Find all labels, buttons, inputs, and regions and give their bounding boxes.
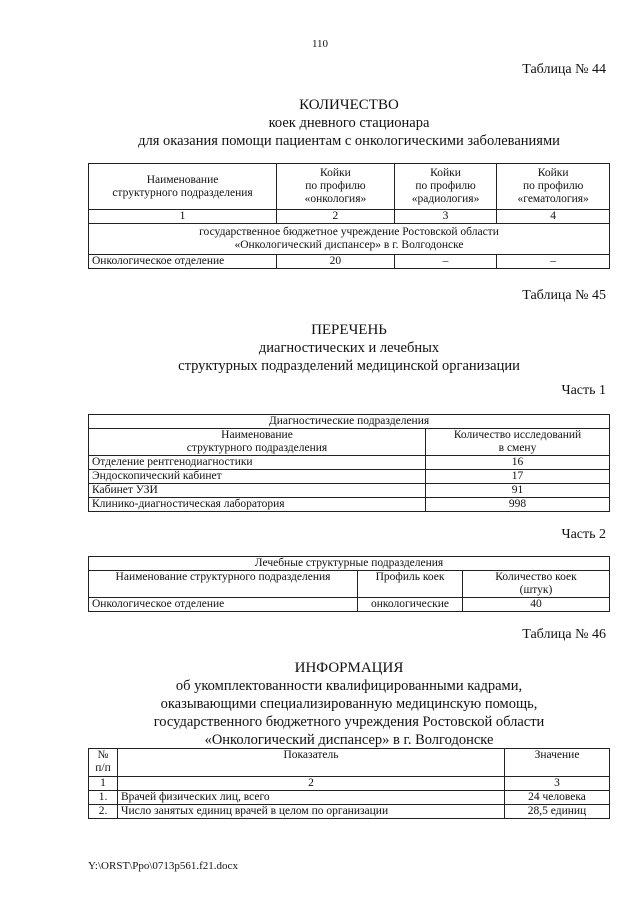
table-row: Онкологическое отделение 20 – – — [89, 255, 610, 269]
table46 — [88, 748, 610, 819]
part2-label: Часть 2 — [561, 527, 606, 542]
table44-header-2: Койки по профилю «онкология» — [277, 164, 395, 210]
table45-part1 — [88, 414, 610, 512]
table46-subtitle3: государственного бюджетного учреждения Ростовской области — [153, 714, 545, 730]
table44-institution-row — [89, 224, 610, 255]
table44-heading — [0, 96, 640, 150]
table46-header-3: Значение — [505, 749, 610, 777]
table45-subtitle1: диагностических и лечебных — [258, 340, 440, 356]
table45-subtitle2: структурных подразделений медицинской организации — [178, 358, 520, 374]
table46-header-2: Показатель — [118, 749, 505, 777]
table-row: Онкологическое отделение онкологические 40 — [89, 598, 610, 612]
table44-header-1: Наименование структурного подразделения — [89, 164, 277, 210]
table45-heading — [0, 321, 640, 375]
part2-header-2: Профиль коек — [358, 571, 463, 598]
table44-subtitle2: для оказания помощи пациентам с онкологическими заболеваниями — [138, 133, 560, 149]
institution-line2: «Онкологический диспансер» в г. Волгодонске — [234, 239, 464, 251]
table46-subtitle1: об укомплектованности квалифицированными кадрами, — [175, 678, 523, 694]
table-row: Клинико-диагностическая лаборатория 998 — [89, 498, 610, 512]
table46-label: Таблица № 46 — [522, 627, 606, 642]
part1-header-1: Наименование структурного подразделения — [89, 429, 426, 456]
institution-line1: государственное бюджетное учреждение Ростовской области — [199, 226, 499, 238]
table44-header-4: Койки по профилю «гематология» — [497, 164, 610, 210]
table-row: Кабинет УЗИ 91 — [89, 484, 610, 498]
table45-title: ПЕРЕЧЕНЬ — [311, 322, 387, 338]
table46-heading — [0, 659, 640, 749]
table44-header-3: Койки по профилю «радиология» — [394, 164, 497, 210]
table46-colnum-row: 1 2 3 — [89, 777, 610, 791]
table46-header-1: № п/п — [89, 749, 118, 777]
part2-header-3: Количество коек (штук) — [463, 571, 610, 598]
part1-label: Часть 1 — [561, 383, 606, 398]
file-path-footer: Y:\ORST\Ppo\0713p561.f21.docx — [88, 860, 238, 872]
part2-caption: Лечебные структурные подразделения — [89, 557, 610, 571]
table-row: Отделение рентгенодиагностики 16 — [89, 456, 610, 470]
table44-title: КОЛИЧЕСТВО — [299, 97, 399, 113]
table44-label: Таблица № 44 — [522, 62, 606, 77]
page-number: 110 — [311, 38, 329, 50]
table46-title: ИНФОРМАЦИЯ — [294, 660, 404, 676]
part2-header-1: Наименование структурного подразделения — [89, 571, 358, 598]
table-row: Эндоскопический кабинет 17 — [89, 470, 610, 484]
table45-part2 — [88, 556, 610, 612]
table44 — [88, 163, 610, 269]
table44-colnum-row: 1 2 3 4 — [89, 210, 610, 224]
table44-subtitle1: коек дневного стационара — [268, 115, 430, 131]
table-row: 1. Врачей физических лиц, всего 24 человека — [89, 791, 610, 805]
part1-header-2: Количество исследований в смену — [426, 429, 610, 456]
part1-caption: Диагностические подразделения — [89, 415, 610, 429]
table45-label: Таблица № 45 — [522, 288, 606, 303]
table46-subtitle2: оказывающими специализированную медицинскую помощь, — [160, 696, 538, 712]
table46-subtitle4: «Онкологический диспансер» в г. Волгодонске — [204, 732, 494, 748]
table-row: 2. Число занятых единиц врачей в целом по организации 28,5 единиц — [89, 805, 610, 819]
